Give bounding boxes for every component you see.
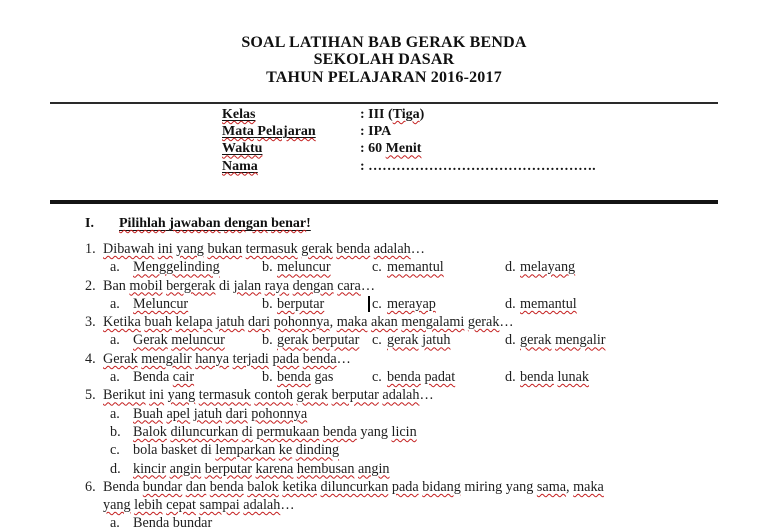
option-letter: c. — [372, 369, 382, 386]
misspelled-word: gerak — [296, 387, 329, 404]
misspelled-word: bundar — [142, 478, 183, 495]
question-text: Gerak mengalir hanya terjadi pada benda… — [103, 350, 351, 367]
misspelled-word: lunak — [557, 369, 589, 386]
option-item — [262, 368, 333, 386]
misspelled-word: Buah — [133, 405, 163, 422]
misspelled-word: bukan — [207, 241, 243, 257]
option-item — [110, 331, 225, 349]
misspelled-word: gerak — [301, 241, 333, 257]
info-value: : …………………………………………. — [360, 158, 596, 174]
misspelled-word: benda — [277, 369, 311, 386]
misspelled-word: diluncurkan — [320, 478, 389, 495]
misspelled-word: angin — [169, 460, 202, 477]
info-table — [222, 106, 596, 175]
option-letter: a. — [110, 405, 120, 422]
option-item — [262, 331, 359, 349]
question-number: 2. — [85, 277, 96, 294]
question-text: Ketika buah kelapa jatuh dari pohonnya, maka akan mengalami gerak… — [103, 314, 514, 331]
misspelled-word: jatuh — [193, 405, 223, 422]
question-text: Ban mobil bergerak di jalan raya dengan cara… — [103, 277, 376, 294]
option-item — [505, 258, 575, 276]
misspelled-word: di — [241, 423, 253, 440]
options-row — [85, 258, 745, 276]
option-text — [387, 332, 450, 348]
option-letter: c. — [372, 259, 382, 276]
misspelled-word: berputar — [312, 332, 360, 349]
title-line-3: TAHUN PELAJARAN 2016-2017 — [266, 68, 502, 86]
misspelled-word: berputar — [331, 387, 379, 404]
misspelled-word: Dibawah — [103, 241, 155, 257]
option-letter: a. — [110, 259, 120, 276]
misspelled-word: gerak — [387, 332, 419, 349]
misspelled-word: yang — [103, 497, 131, 514]
option-text — [520, 332, 606, 348]
questions — [85, 240, 745, 528]
info-value: : IPA — [360, 124, 392, 140]
misspelled-word: mobil — [129, 277, 163, 294]
info-label — [222, 158, 360, 175]
option-item — [110, 368, 194, 386]
misspelled-word: cepat — [166, 497, 196, 514]
option-text — [520, 369, 589, 385]
option-letter: d. — [110, 460, 121, 477]
question-number: 6. — [85, 478, 96, 495]
misspelled-word: bergerak — [166, 277, 216, 294]
question-text: Dibawah ini yang bukan termasuk gerak benda adalah… — [103, 241, 425, 257]
option-text: Benda bundar — [133, 515, 212, 528]
misspelled-word: bundar — [172, 515, 213, 528]
option-item — [110, 295, 188, 313]
misspelled-word: Waktu — [222, 141, 263, 157]
misspelled-word: pada — [272, 350, 300, 367]
misspelled-word: maka — [336, 314, 368, 331]
misspelled-word: balok — [247, 478, 279, 495]
info-value: : III (Tiga) — [360, 107, 425, 122]
options-row — [85, 368, 745, 386]
misspelled-word: adalah — [382, 387, 420, 404]
misspelled-word: gerak — [277, 332, 309, 349]
misspelled-word: yang — [176, 241, 204, 257]
misspelled-word: dengan — [224, 216, 268, 231]
misspelled-word: licin — [391, 423, 417, 440]
option-text — [387, 296, 436, 312]
option-text — [387, 369, 455, 385]
option-letter: d. — [505, 295, 516, 312]
title-line-2: SEKOLAH DASAR — [313, 51, 455, 69]
misspelled-word: sama — [536, 478, 567, 495]
option-item — [372, 295, 436, 313]
misspelled-word: karena — [255, 460, 294, 477]
misspelled-word: buah — [144, 314, 172, 331]
misspelled-word: lebih — [134, 497, 163, 514]
option-item — [372, 258, 444, 276]
misspelled-word: contoh — [254, 387, 293, 404]
info-row — [222, 158, 596, 175]
misspelled-word: berputar — [277, 295, 325, 312]
option-letter: c. — [372, 332, 382, 349]
section-numeral: I. — [85, 216, 94, 231]
misspelled-word: angin — [357, 460, 390, 477]
question-line — [85, 277, 745, 295]
option-item — [85, 405, 745, 423]
info-label — [222, 106, 360, 123]
option-item — [505, 368, 589, 386]
misspelled-word: benda — [336, 241, 371, 257]
misspelled-word: memantul — [520, 295, 577, 312]
section-divider-bar — [50, 200, 718, 204]
misspelled-word: permukaan — [256, 423, 320, 440]
misspelled-word: Balok — [133, 423, 167, 440]
misspelled-word: hanya — [195, 350, 230, 367]
question-number: 1. — [85, 241, 96, 257]
option-letter: c. — [110, 442, 120, 459]
misspelled-word: dengan — [292, 277, 334, 294]
misspelled-word: Gerak — [103, 350, 138, 367]
misspelled-word: sampai — [199, 497, 240, 514]
title-line-1: SOAL LATIHAN BAB GERAK BENDA — [241, 34, 527, 51]
option-letter: a. — [110, 369, 120, 386]
section-instruction: Pilihlah jawaban dengan benar! — [119, 216, 311, 231]
option-letter: a. — [110, 332, 120, 349]
misspelled-word: Ketika — [103, 314, 141, 331]
info-label — [222, 123, 360, 140]
misspelled-word: meluncur — [171, 332, 225, 349]
option-text: benda gas — [277, 369, 334, 386]
question-number: 3. — [85, 314, 96, 331]
text-cursor — [368, 296, 370, 312]
option-letter: d. — [505, 332, 516, 349]
option-letter: b. — [262, 332, 273, 349]
misspelled-word: Menggelinding — [133, 259, 220, 276]
option-text: Balok diluncurkan di permukaan benda yang licin — [133, 423, 417, 440]
question-line — [85, 386, 745, 404]
misspelled-word: pada — [391, 478, 419, 495]
misspelled-word: kelapa — [175, 314, 213, 331]
option-item — [110, 258, 220, 276]
option-text — [133, 296, 188, 312]
misspelled-word: jatuh — [422, 332, 451, 349]
misspelled-word: diluncurkan — [170, 423, 239, 440]
question-number: 4. — [85, 350, 96, 367]
option-item — [262, 295, 324, 313]
misspelled-word: termasuk — [198, 387, 251, 404]
option-letter: a. — [110, 295, 120, 312]
misspelled-word: ketika — [282, 478, 317, 495]
question-line — [85, 350, 745, 368]
misspelled-word: jalan — [233, 277, 262, 294]
misspelled-word: jatuh — [216, 314, 245, 331]
option-letter: c. — [372, 295, 382, 312]
misspelled-word: meluncur — [277, 259, 331, 276]
question-number: 5. — [85, 387, 96, 404]
misspelled-word: akan — [370, 314, 398, 331]
question-text: Berikut ini yang termasuk contoh gerak berputar adalah… — [103, 387, 434, 404]
option-text — [387, 259, 444, 275]
option-text — [133, 461, 390, 477]
question-line — [85, 478, 745, 496]
option-text — [520, 296, 577, 312]
option-item — [372, 331, 450, 349]
misspelled-word: benda — [387, 369, 421, 386]
misspelled-word: adalah — [243, 497, 281, 514]
option-item — [262, 258, 331, 276]
misspelled-word: ke — [278, 442, 293, 459]
misspelled-word: dinding — [295, 442, 340, 459]
misspelled-word: pohonnya — [273, 314, 330, 331]
option-item — [505, 295, 577, 313]
misspelled-word: padat — [424, 369, 456, 386]
misspelled-word: apel — [166, 405, 191, 422]
misspelled-word: ini — [157, 241, 173, 257]
misspelled-word: benda — [322, 423, 357, 440]
misspelled-word: dari — [225, 405, 248, 422]
misspelled-word: merayap — [387, 295, 436, 312]
section-heading — [85, 215, 311, 233]
option-text: Benda cair — [133, 369, 195, 386]
option-letter: d. — [505, 369, 516, 386]
misspelled-word: benar — [271, 216, 307, 231]
misspelled-word: gerak — [467, 314, 500, 331]
misspelled-word: raya — [264, 277, 290, 294]
misspelled-word: Kelas — [222, 107, 256, 122]
document-title — [0, 34, 768, 86]
misspelled-word: ini — [149, 387, 165, 404]
option-text: bola basket di lemparkan ke dinding — [133, 442, 340, 459]
question-text: Benda bundar dan benda balok ketika diluncurkan pada bidang miring yang sama, maka — [103, 478, 604, 495]
misspelled-word: Tiga — [392, 107, 420, 122]
info-row — [222, 140, 596, 157]
misspelled-word: termasuk — [245, 241, 298, 257]
misspelled-word: mengalami — [401, 314, 465, 331]
misspelled-word: memantul — [387, 259, 444, 276]
misspelled-word: dan — [185, 478, 207, 495]
info-label — [222, 140, 360, 157]
option-item — [505, 331, 606, 349]
misspelled-word: benda — [520, 369, 554, 386]
option-text — [133, 406, 307, 422]
misspelled-word: kincir — [133, 460, 167, 477]
option-text — [133, 259, 220, 275]
header-divider-line — [50, 102, 718, 104]
option-letter: b. — [262, 369, 273, 386]
option-letter: b. — [262, 295, 273, 312]
question-line — [85, 240, 745, 258]
misspelled-word: Nama — [222, 158, 258, 174]
option-item — [85, 460, 745, 478]
question-text: yang lebih cepat sampai adalah… — [103, 497, 295, 514]
option-item — [85, 423, 745, 441]
option-letter: d. — [505, 259, 516, 276]
misspelled-word: Mata — [222, 124, 254, 140]
misspelled-word: jawaban — [169, 216, 221, 231]
misspelled-word: lemparkan — [215, 442, 276, 459]
info-row — [222, 123, 596, 140]
misspelled-word: dari — [248, 314, 271, 331]
option-text — [520, 259, 575, 275]
misspelled-word: Pilihlah — [119, 216, 166, 231]
misspelled-word: mengalir — [555, 332, 606, 349]
options-row — [85, 331, 745, 349]
misspelled-word: yang — [167, 387, 196, 404]
misspelled-word: gerak — [520, 332, 552, 349]
option-text — [277, 259, 331, 275]
option-item — [85, 441, 745, 459]
option-letter: b. — [110, 423, 121, 440]
question-line — [85, 313, 745, 331]
misspelled-word: bidang — [422, 478, 461, 495]
option-text — [133, 332, 225, 348]
misspelled-word: Menit — [385, 141, 422, 157]
misspelled-word: benda — [209, 478, 244, 495]
misspelled-word: benda — [302, 350, 337, 367]
info-value: : 60 Menit — [360, 141, 422, 157]
option-item — [372, 368, 455, 386]
misspelled-word: maka — [573, 478, 604, 495]
misspelled-word: Gerak — [133, 332, 168, 349]
option-text — [277, 332, 359, 348]
option-text — [277, 296, 324, 312]
misspelled-word: Berikut — [103, 387, 146, 404]
question-line — [85, 496, 745, 514]
options-row — [85, 295, 745, 313]
info-row — [222, 106, 596, 123]
misspelled-word: adalah — [373, 241, 411, 257]
option-letter: b. — [262, 259, 273, 276]
option-letter: a. — [110, 515, 120, 528]
misspelled-word: pohonnya — [251, 405, 308, 422]
misspelled-word: Meluncur — [133, 295, 189, 312]
misspelled-word: Pelajaran — [257, 124, 316, 140]
option-item — [85, 514, 745, 528]
misspelled-word: hembusan — [296, 460, 355, 477]
misspelled-word: mengalir — [141, 350, 192, 367]
misspelled-word: melayang — [520, 259, 576, 276]
misspelled-word: cair — [172, 369, 195, 386]
misspelled-word: berputar — [204, 460, 252, 477]
misspelled-word: terjadi — [232, 350, 269, 367]
misspelled-word: cara — [337, 277, 361, 294]
